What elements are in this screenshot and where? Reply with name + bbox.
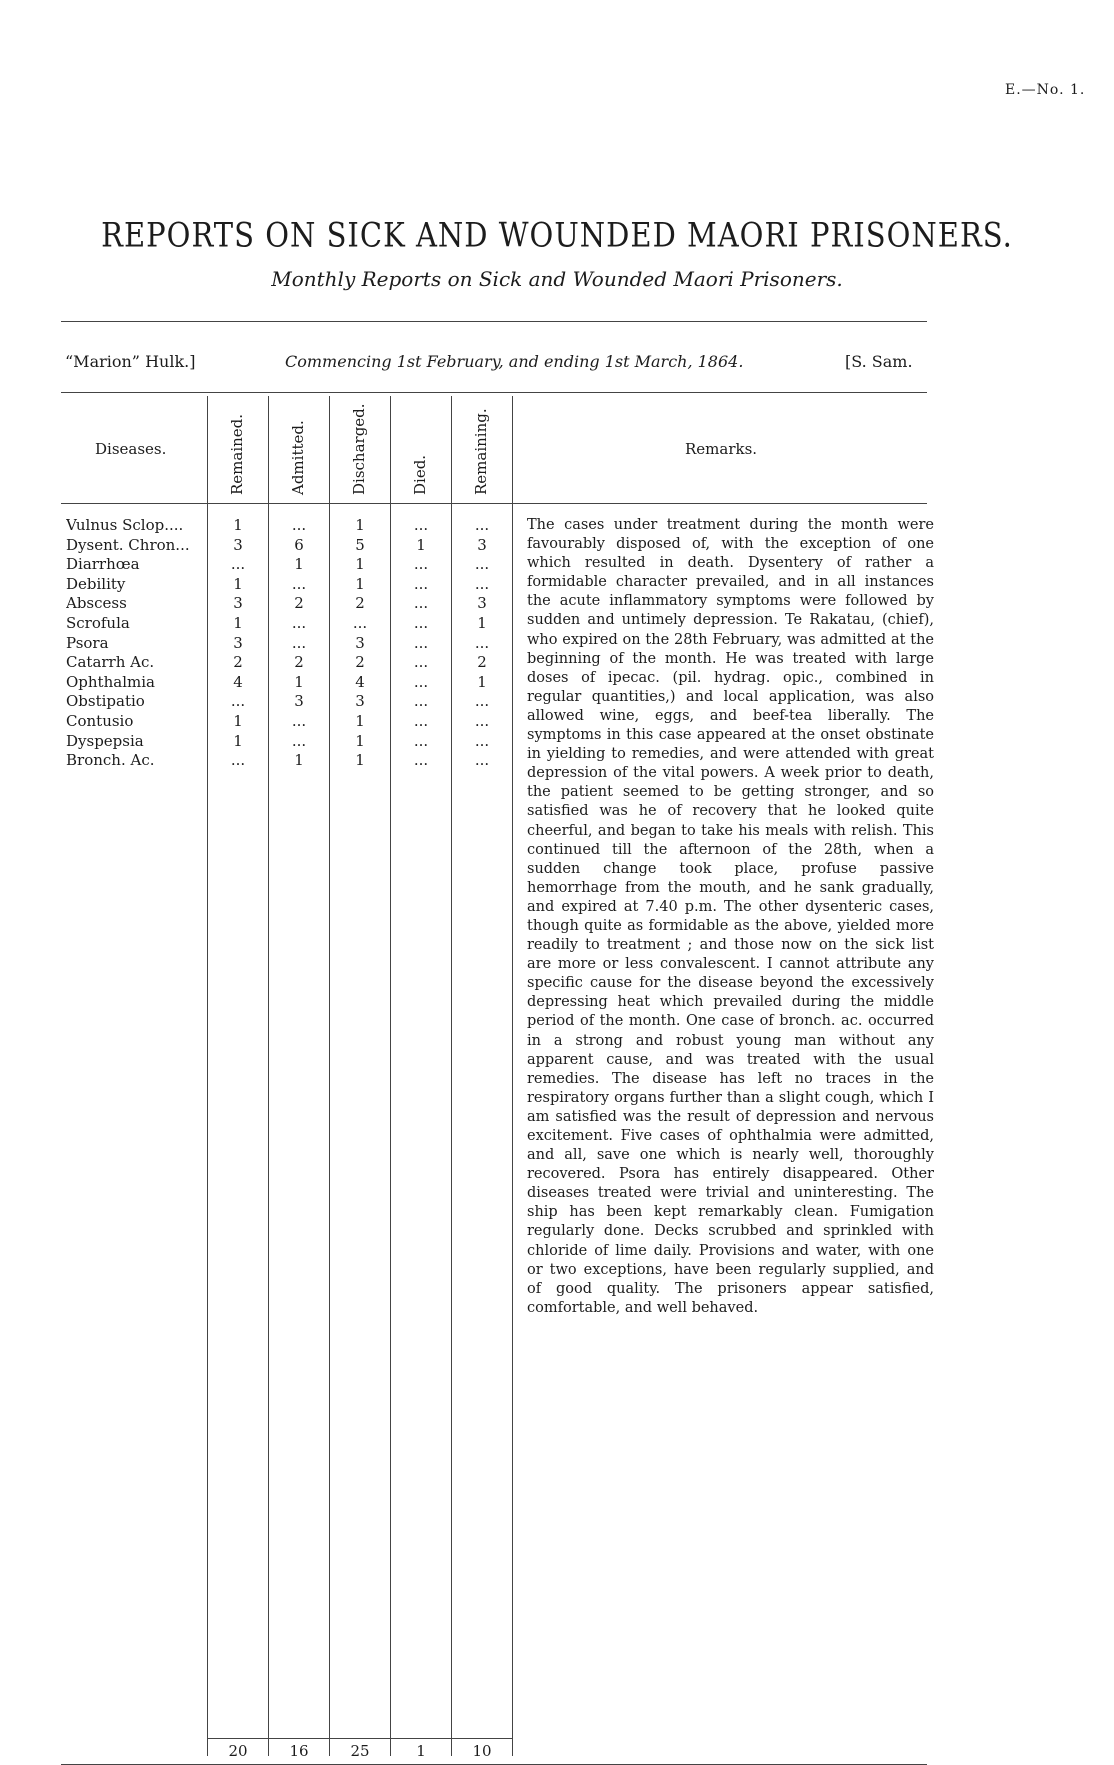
remarks-text: The cases under treatment during the month were favourably disposed of, with the exception of one which resulted in death. Dysentery of rather a formidable character prevailed, and in all instances the acute inflammatory symptoms were followed by sudden and untimely depression. Te Rakatau, (chief), who expired on the 28th February, was admitted at the beginning of the month. He was treated with large doses of ipecac. (pil. hydrag. opic., combined in regular quantities,) and local application, was also allowed wine, eggs, and beef-tea liberally. The symptoms in this case appeared at the onset obstinate in yielding to remedies, and were attended with great depression of the vital powers. A week prior to death, the patient seemed to be getting stronger, and so satisfied was he of recovery that he looked quite cheerful, and began to take his meals with relish. This continued till the afternoon of the 28th, when a sudden change took place, profuse passive hemorrhage from the mouth, and he sank gradually, and expired at 7.40 p.m. The other dysenteric cases, though quite as formidable as the above, yielded more readily to treatment ; and those now on the sick list are more or less convalescent. I cannot attribute any specific cause for the disease beyond the excessively depressing heat which prevailed during the middle period of the month. One case of bronch. ac. occurred in a strong and robust young man without any apparent cause, and was treated with the usual remedies. The disease has left no traces in the respiratory organs further than a slight cough, which I am satisfied was the result of depression and nervous excitement. Five cases of ophthalmia were admitted, and all, save one which is nearly well, thoroughly recovered. Psora has entirely disappeared. Other diseases treated were trivial and uninteresting. The ship has been kept remarkably clean. Fumigation regularly done. Decks scrubbed and sprinkled with chloride of lime daily. Provisions and water, with one or two exceptions, have been regularly supplied, and of good quality. The prisoners appear satisfied, comfortable, and well behaved.: [527, 517, 934, 1316]
table-top-rule: [61, 392, 927, 393]
disease-name: Vulnus Sclop....: [66, 516, 184, 534]
table-cell: 1: [294, 555, 304, 574]
table-cell: ...: [474, 751, 490, 770]
table-cell: ...: [352, 614, 368, 632]
disease-name: Dyspepsia: [66, 731, 144, 750]
total-cell: 25: [350, 1742, 370, 1760]
table-cell: ...: [413, 692, 429, 711]
disease-name: Ophthalmia: [66, 672, 155, 691]
column-rule: [451, 396, 452, 1756]
table-cell: ...: [474, 516, 490, 534]
table-cell: ...: [413, 731, 429, 750]
column-header-admitted: Admitted.: [289, 420, 307, 495]
table-cell: 1: [355, 516, 365, 534]
table-cell: 2: [355, 594, 365, 613]
page-subtitle: Monthly Reports on Sick and Wounded Maori Prisoners.: [271, 267, 843, 291]
table-cell: ...: [474, 731, 490, 750]
table-cell: 1: [233, 516, 243, 534]
column-rule: [329, 396, 330, 1756]
table-cell: ...: [291, 731, 307, 750]
table-cell: ...: [413, 555, 429, 574]
table-cell: ...: [413, 574, 429, 593]
disease-name: Diarrhœa: [66, 555, 140, 574]
total-cell: 16: [289, 1742, 309, 1760]
table-cell: ...: [474, 633, 490, 652]
table-cell: 1: [294, 672, 304, 691]
table-cell: ...: [474, 574, 490, 593]
table-cell: 1: [477, 672, 487, 691]
table-cell: ...: [413, 653, 429, 672]
table-cell: 6: [294, 535, 304, 554]
divider-top: [61, 321, 927, 322]
table-cell: ...: [413, 614, 429, 632]
table-cell: ...: [474, 555, 490, 574]
table-cell: 3: [355, 692, 365, 711]
table-cell: 2: [233, 653, 243, 672]
totals-rule: [207, 1738, 512, 1739]
total-cell: 20: [228, 1742, 248, 1760]
table-cell: 2: [355, 653, 365, 672]
table-cell: ...: [230, 751, 246, 770]
table-cell: 1: [233, 712, 243, 730]
report-period: Commencing 1st February, and ending 1st March, 1864.: [285, 352, 744, 371]
disease-name: Debility: [66, 574, 126, 593]
total-cell: 1: [416, 1742, 426, 1760]
diseases-header: Diseases.: [95, 440, 167, 458]
column-rule: [512, 396, 513, 1756]
table-cell: 1: [233, 614, 243, 632]
table-cell: 1: [355, 712, 365, 730]
table-cell: ...: [413, 516, 429, 534]
disease-name: Psora: [66, 633, 109, 652]
table-cell: 3: [233, 535, 243, 554]
column-rule: [390, 396, 391, 1756]
table-cell: 1: [355, 555, 365, 574]
table-cell: 1: [233, 574, 243, 593]
table-cell: ...: [291, 633, 307, 652]
table-cell: 2: [294, 653, 304, 672]
disease-name: Contusio: [66, 712, 134, 730]
signature: [S. Sam.: [845, 352, 913, 371]
table-cell: 3: [355, 633, 365, 652]
disease-name: Dysent. Chron...: [66, 535, 190, 554]
disease-name: Catarrh Ac.: [66, 653, 155, 672]
table-cell: 1: [477, 614, 487, 632]
table-cell: 2: [294, 594, 304, 613]
disease-name: Abscess: [66, 594, 127, 613]
column-header-remained: Remained.: [228, 413, 246, 495]
table-cell: 2: [477, 653, 487, 672]
table-cell: ...: [474, 692, 490, 711]
table-cell: ...: [474, 712, 490, 730]
table-cell: ...: [413, 672, 429, 691]
disease-name: Obstipatio: [66, 692, 145, 711]
table-cell: 1: [294, 751, 304, 770]
table-cell: 1: [416, 535, 426, 554]
remarks-header: Remarks.: [685, 440, 758, 458]
table-cell: ...: [413, 751, 429, 770]
column-header-died: Died.: [411, 454, 429, 495]
table-cell: ...: [291, 574, 307, 593]
table-cell: 3: [477, 594, 487, 613]
header-bottom-rule: [61, 503, 927, 504]
table-cell: ...: [291, 712, 307, 730]
table-cell: 5: [355, 535, 365, 554]
table-cell: 1: [233, 731, 243, 750]
document-reference: E.—No. 1.: [1005, 82, 1086, 98]
table-cell: ...: [230, 692, 246, 711]
table-cell: 1: [355, 574, 365, 593]
column-header-remaining: Remaining.: [472, 408, 490, 495]
table-cell: 3: [233, 633, 243, 652]
table-cell: 3: [233, 594, 243, 613]
page-title: REPORTS ON SICK AND WOUNDED MAORI PRISONERS.: [101, 215, 1013, 255]
table-cell: ...: [413, 712, 429, 730]
disease-name: Bronch. Ac.: [66, 751, 155, 770]
table-cell: 3: [294, 692, 304, 711]
table-cell: 1: [355, 751, 365, 770]
table-cell: 1: [355, 731, 365, 750]
total-cell: 10: [472, 1742, 492, 1760]
table-cell: ...: [230, 555, 246, 574]
table-cell: ...: [291, 614, 307, 632]
table-cell: 4: [233, 672, 243, 691]
table-cell: ...: [413, 633, 429, 652]
table-cell: ...: [413, 594, 429, 613]
column-header-discharged: Discharged.: [350, 403, 368, 495]
table-cell: 3: [477, 535, 487, 554]
disease-name: Scrofula: [66, 614, 130, 632]
column-rule: [268, 396, 269, 1756]
hulk-name: “Marion” Hulk.]: [65, 352, 196, 371]
table-cell: 4: [355, 672, 365, 691]
table-cell: ...: [291, 516, 307, 534]
